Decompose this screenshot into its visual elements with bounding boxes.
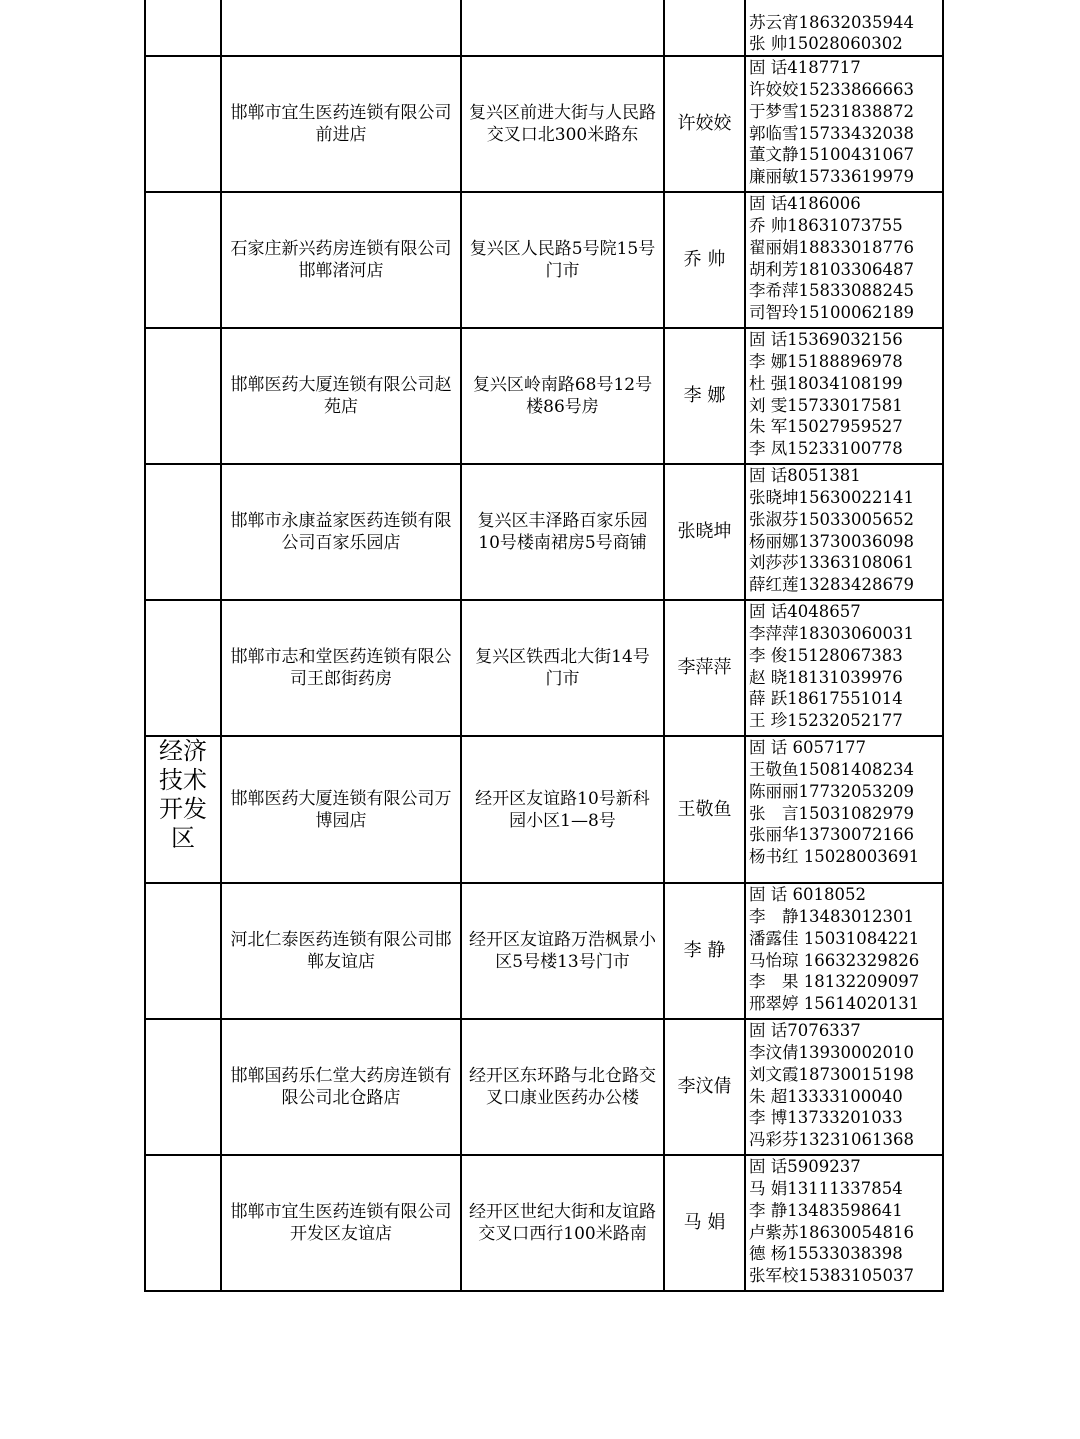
contact-line: 薛 跃18617551014 bbox=[749, 689, 903, 709]
contact-line: 马怡琼 16632329826 bbox=[749, 950, 920, 970]
contact-line: 董文静15100431067 bbox=[749, 145, 914, 165]
table-row bbox=[145, 1155, 943, 1291]
contact-person: 许姣姣 bbox=[664, 56, 745, 192]
contact-person: 马 娟 bbox=[664, 1155, 745, 1291]
pharmacy-address: 经开区东环路与北仓路交叉口康业医药办公楼 bbox=[461, 1019, 664, 1155]
table-row bbox=[145, 328, 943, 464]
contact-list bbox=[745, 1019, 943, 1155]
contact-line: 胡利芳18103306487 bbox=[749, 259, 914, 279]
district-label-line: 经济 bbox=[159, 737, 207, 766]
contact-line: 翟丽娟18833018776 bbox=[749, 237, 914, 257]
contact-line: 李 静13483012301 bbox=[749, 906, 914, 926]
table-row bbox=[145, 56, 943, 192]
contact-line: 固 话4048657 bbox=[749, 602, 861, 622]
table-row bbox=[145, 600, 943, 736]
pharmacy-address: 复兴区岭南路68号12号楼86号房 bbox=[461, 328, 664, 464]
table-row bbox=[145, 464, 943, 600]
contact-line: 张丽华13730072166 bbox=[749, 825, 914, 845]
contact-line: 朱 军15027959527 bbox=[749, 417, 903, 437]
contact-line: 固 话8051381 bbox=[749, 466, 861, 486]
contact-line: 郭临雪15733432038 bbox=[749, 123, 914, 143]
contact-line: 张 帅15028060302 bbox=[749, 34, 903, 54]
pharmacy-address: 复兴区铁西北大街14号门市 bbox=[461, 600, 664, 736]
contact-list bbox=[745, 56, 943, 192]
contact-line: 刘文霞18730015198 bbox=[749, 1064, 914, 1084]
contact-line: 固 话 6018052 bbox=[749, 885, 866, 905]
pharmacy-name: 邯郸国药乐仁堂大药房连锁有限公司北仓路店 bbox=[221, 1019, 461, 1155]
contact-line: 固 话15369032156 bbox=[749, 330, 903, 350]
contact-line: 李 俊15128067383 bbox=[749, 645, 903, 665]
contact-line bbox=[749, 0, 940, 12]
contact-list bbox=[745, 0, 943, 56]
pharmacy-name: 邯郸医药大厦连锁有限公司万博园店 bbox=[221, 736, 461, 883]
district-cell bbox=[145, 736, 221, 883]
contact-list bbox=[745, 1155, 943, 1291]
district-label-line: 开发 bbox=[159, 795, 207, 824]
contact-line: 李 娜15188896978 bbox=[749, 351, 903, 371]
contact-line: 杜 强18034108199 bbox=[749, 373, 903, 393]
district-cell bbox=[145, 1019, 221, 1155]
district-cell bbox=[145, 56, 221, 192]
contact-line: 固 话5909237 bbox=[749, 1157, 861, 1177]
contact-person: 李 静 bbox=[664, 883, 745, 1019]
contact-person bbox=[664, 0, 745, 56]
pharmacy-name bbox=[221, 0, 461, 56]
pharmacy-name: 邯郸市永康益家医药连锁有限公司百家乐园店 bbox=[221, 464, 461, 600]
contact-line: 固 话4187717 bbox=[749, 58, 861, 78]
pharmacy-address: 经开区世纪大街和友谊路交叉口西行100米路南 bbox=[461, 1155, 664, 1291]
contact-line: 李 果 18132209097 bbox=[749, 972, 920, 992]
contact-line: 马 娟13111337854 bbox=[749, 1178, 903, 1198]
contact-person: 乔 帅 bbox=[664, 192, 745, 328]
table-row bbox=[145, 192, 943, 328]
contact-line: 张 言15031082979 bbox=[749, 803, 914, 823]
pharmacy-address: 经开区友谊路10号新科园小区1—8号 bbox=[461, 736, 664, 883]
contact-list bbox=[745, 192, 943, 328]
contact-line: 李 静13483598641 bbox=[749, 1200, 903, 1220]
contact-line: 固 话4186006 bbox=[749, 194, 861, 214]
contact-line: 德 杨15533038398 bbox=[749, 1244, 903, 1264]
contact-line: 司智玲15100062189 bbox=[749, 303, 914, 323]
contact-person: 王敬鱼 bbox=[664, 736, 745, 883]
pharmacy-address: 复兴区人民路5号院15号门市 bbox=[461, 192, 664, 328]
contact-list bbox=[745, 464, 943, 600]
contact-line: 陈丽丽17732053209 bbox=[749, 781, 914, 801]
contact-person: 张晓坤 bbox=[664, 464, 745, 600]
contact-line: 廉丽敏15733619979 bbox=[749, 167, 914, 187]
contact-line: 邢翠婷 15614020131 bbox=[749, 994, 920, 1014]
district-cell bbox=[145, 1155, 221, 1291]
contact-person: 李汶倩 bbox=[664, 1019, 745, 1155]
district-cell bbox=[145, 0, 221, 56]
contact-list bbox=[745, 883, 943, 1019]
contact-line: 李萍萍18303060031 bbox=[749, 623, 914, 643]
contact-line: 王 珍15232052177 bbox=[749, 711, 903, 731]
pharmacy-name: 石家庄新兴药房连锁有限公司邯郸渚河店 bbox=[221, 192, 461, 328]
table-body bbox=[145, 0, 943, 1291]
pharmacy-address: 复兴区前进大街与人民路交叉口北300米路东 bbox=[461, 56, 664, 192]
contact-line: 固 话7076337 bbox=[749, 1021, 861, 1041]
pharmacy-address bbox=[461, 0, 664, 56]
contact-line: 刘 雯15733017581 bbox=[749, 395, 903, 415]
contact-line: 刘莎莎13363108061 bbox=[749, 553, 914, 573]
table-row bbox=[145, 0, 943, 56]
pharmacy-table bbox=[144, 0, 944, 1292]
contact-line: 王敬鱼15081408234 bbox=[749, 759, 914, 779]
district-cell bbox=[145, 328, 221, 464]
contact-line: 李汶倩13930002010 bbox=[749, 1042, 914, 1062]
district-label-line: 区 bbox=[171, 824, 195, 853]
contact-line: 于梦雪15231838872 bbox=[749, 101, 914, 121]
table-row bbox=[145, 736, 943, 883]
pharmacy-address: 经开区友谊路万浩枫景小区5号楼13号门市 bbox=[461, 883, 664, 1019]
contact-list bbox=[745, 328, 943, 464]
contact-line: 李 博13733201033 bbox=[749, 1108, 903, 1128]
contact-line: 张晓坤15630022141 bbox=[749, 487, 914, 507]
contact-line: 冯彩芬13231061368 bbox=[749, 1130, 914, 1150]
district-cell bbox=[145, 192, 221, 328]
district-label-line: 技术 bbox=[159, 766, 207, 795]
table-row bbox=[145, 883, 943, 1019]
contact-line: 乔 帅18631073755 bbox=[749, 215, 903, 235]
contact-list bbox=[745, 736, 943, 883]
contact-list bbox=[745, 600, 943, 736]
contact-line: 杨丽娜13730036098 bbox=[749, 531, 914, 551]
contact-line: 张军校15383105037 bbox=[749, 1266, 914, 1286]
table-row bbox=[145, 1019, 943, 1155]
pharmacy-name: 邯郸市宜生医药连锁有限公司前进店 bbox=[221, 56, 461, 192]
pharmacy-name: 河北仁泰医药连锁有限公司邯郸友谊店 bbox=[221, 883, 461, 1019]
district-cell bbox=[145, 600, 221, 736]
pharmacy-name: 邯郸医药大厦连锁有限公司赵苑店 bbox=[221, 328, 461, 464]
contact-line: 苏云宵18632035944 bbox=[749, 12, 914, 32]
district-cell bbox=[145, 883, 221, 1019]
contact-line: 杨书红 15028003691 bbox=[749, 847, 920, 867]
contact-person: 李 娜 bbox=[664, 328, 745, 464]
district-cell bbox=[145, 464, 221, 600]
contact-line: 许姣姣15233866663 bbox=[749, 79, 914, 99]
contact-person: 李萍萍 bbox=[664, 600, 745, 736]
contact-line: 赵 晓18131039976 bbox=[749, 667, 903, 687]
pharmacy-address: 复兴区丰泽路百家乐园10号楼南裙房5号商铺 bbox=[461, 464, 664, 600]
contact-line: 潘露佳 15031084221 bbox=[749, 928, 920, 948]
contact-line: 卢紫苏18630054816 bbox=[749, 1222, 914, 1242]
contact-line: 李希萍15833088245 bbox=[749, 281, 914, 301]
contact-line: 固 话 6057177 bbox=[749, 738, 866, 758]
pharmacy-name: 邯郸市宜生医药连锁有限公司开发区友谊店 bbox=[221, 1155, 461, 1291]
pharmacy-name: 邯郸市志和堂医药连锁有限公司王郎街药房 bbox=[221, 600, 461, 736]
contact-line: 李 凤15233100778 bbox=[749, 439, 903, 459]
contact-line: 张淑芬15033005652 bbox=[749, 509, 914, 529]
contact-line: 薛红莲13283428679 bbox=[749, 575, 914, 595]
contact-line: 朱 超13333100040 bbox=[749, 1086, 903, 1106]
